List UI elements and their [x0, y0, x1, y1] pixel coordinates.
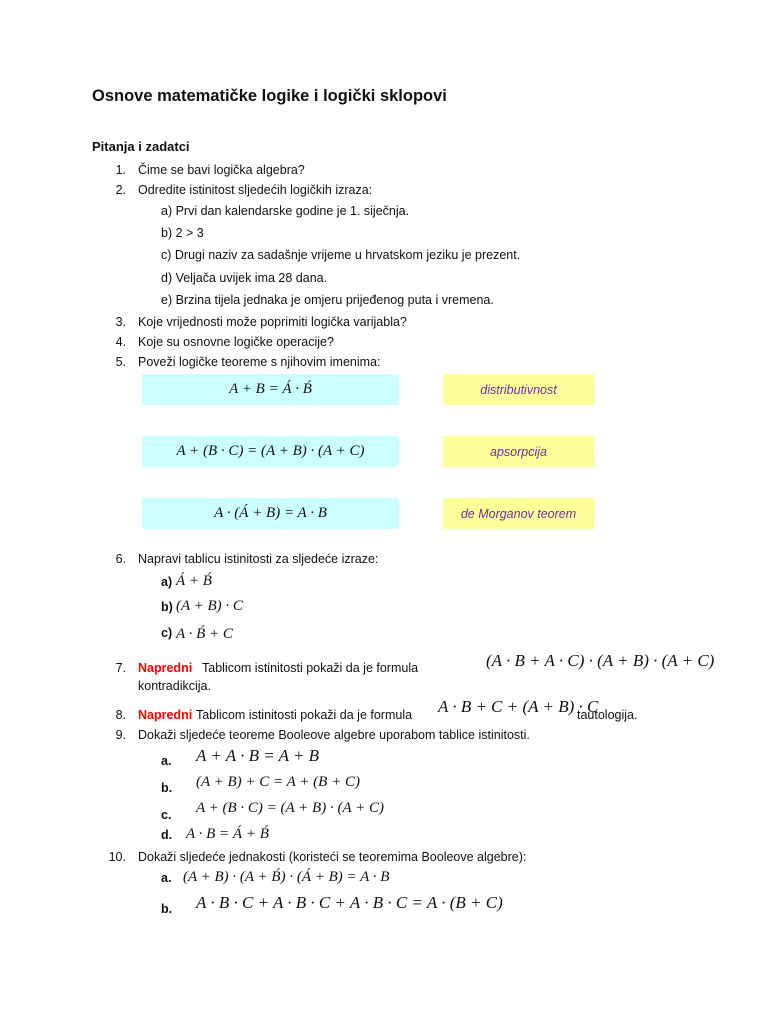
theorem-name: distributivnost — [480, 382, 557, 397]
question-7-number: 7. — [115, 661, 126, 675]
question-9-expr-a: A + A · B = A + B — [196, 746, 320, 765]
theorem-formula: A + (B · C) = (A + B) · (A + C) — [176, 443, 365, 459]
question-7-text-end: kontradikcija. — [138, 679, 211, 693]
advanced-tag: Napredni — [138, 661, 193, 675]
question-10-expr-a: (A + B) · (A + B́) · (Á + B) = A · B — [183, 869, 390, 885]
question-10-label-b: b. — [161, 902, 173, 916]
question-10-expr-b: A · B · C + A · B · C + A · B · C = A · (B + C) — [196, 893, 503, 912]
theorem-name: de Morganov teorem — [460, 506, 577, 521]
theorem-name-box[interactable] — [443, 436, 594, 467]
question-6-text: Napravi tablicu istinitosti za sljedeće izraze: — [138, 552, 379, 566]
theorem-formula-box[interactable] — [142, 436, 399, 467]
question-4-text: Koje su osnovne logičke operacije? — [138, 335, 334, 349]
question-6-label-b: b) — [161, 600, 173, 614]
theorem-name-box[interactable] — [443, 498, 594, 529]
question-9-label-b: b. — [161, 781, 173, 795]
question-9-number: 9. — [115, 728, 126, 742]
question-10-text: Dokaži sljedeće jednakosti (koristeći se teoremima Booleove algebre): — [138, 850, 527, 864]
question-1-number: 1. — [115, 163, 126, 177]
theorem-name: apsorpcija — [490, 444, 547, 459]
question-6-label-a: a) — [161, 575, 173, 589]
question-9-label-a: a. — [161, 754, 172, 768]
section-subtitle: Pitanja i zadatci — [92, 139, 190, 154]
question-9-label-d: d. — [161, 828, 173, 842]
question-2-item-b: b) 2 > 3 — [161, 226, 204, 240]
question-2-item-d: d) Veljača uvijek ima 28 dana. — [161, 271, 328, 285]
question-8-text-end: tautologija. — [577, 708, 638, 722]
theorem-formula: A + B = Á · B́ — [229, 381, 312, 397]
theorem-formula: A · (Á + B) = A · B — [214, 505, 327, 521]
question-9-expr-d: A · B = Á + B́ — [186, 826, 269, 842]
question-7-formula-text: (A · B + A · C) · (A + B) · (A + C) — [486, 651, 715, 670]
question-2-text: Odredite istinitost sljedećih logičkih izraza: — [138, 183, 373, 197]
question-2-number: 2. — [115, 183, 126, 197]
question-10-number: 10. — [108, 850, 126, 864]
question-2-item-c: c) Drugi naziv za sadašnje vrijeme u hrvatskom jeziku je prezent. — [161, 248, 521, 262]
question-4-number: 4. — [115, 335, 126, 349]
advanced-tag: Napredni — [138, 708, 193, 722]
question-1-text: Čime se bavi logička algebra? — [138, 163, 305, 177]
question-8-number: 8. — [115, 708, 126, 722]
question-6-expr-a: Á + B́ — [176, 573, 212, 589]
question-6-expr-b: (A + B) · C — [176, 598, 243, 614]
question-9-label-c: c. — [161, 808, 172, 822]
theorem-formula-box[interactable] — [142, 374, 399, 405]
theorem-name-box[interactable] — [443, 374, 594, 405]
question-9-expr-c: A + (B · C) = (A + B) · (A + C) — [196, 800, 384, 816]
question-6-number: 6. — [115, 552, 126, 566]
question-10-label-a: a. — [161, 871, 172, 885]
question-8-text: Tablicom istinitosti pokaži da je formula — [196, 708, 413, 722]
question-9-text: Dokaži sljedeće teoreme Booleove algebre uporabom tablice istinitosti. — [138, 728, 530, 742]
question-9-expr-b: (A + B) + C = A + (B + C) — [196, 774, 360, 790]
question-2-item-a: a) Prvi dan kalendarske godine je 1. siječnja. — [161, 204, 410, 218]
question-6-expr-c: A · B́ + C — [176, 626, 233, 642]
page-title: Osnove matematičke logike i logički sklopovi — [92, 87, 447, 105]
question-2-item-e: e) Brzina tijela jednaka je omjeru prijeđenog puta i vremena. — [161, 293, 494, 307]
question-7-text: Tablicom istinitosti pokaži da je formula — [202, 661, 419, 675]
question-6-label-c: c) — [161, 626, 173, 640]
question-8-formula: A · B + C + (A + B) · C — [438, 697, 599, 716]
question-3-number: 3. — [115, 315, 126, 329]
question-3-text: Koje vrijednosti može poprimiti logička varijabla? — [138, 315, 407, 329]
theorem-formula-box[interactable] — [142, 498, 399, 529]
question-5-number: 5. — [115, 355, 126, 369]
question-7-formula — [486, 651, 714, 671]
question-5-text: Poveži logičke teoreme s njihovim imenima: — [138, 355, 381, 369]
